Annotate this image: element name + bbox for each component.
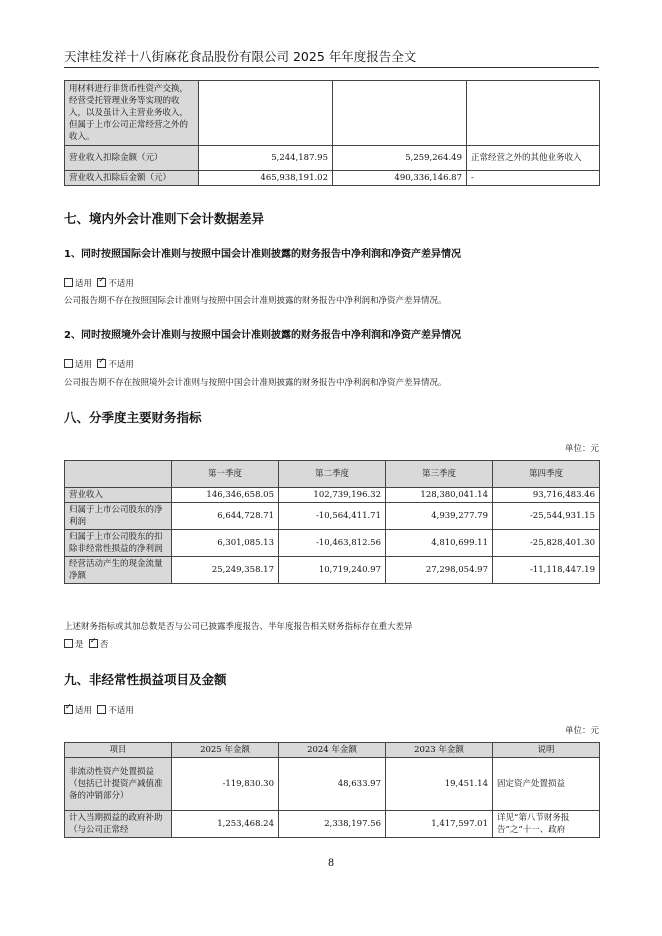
- quarterly-difference-note: 上述财务指标或其加总数是否与公司已披露季度报告、半年度报告相关财务指标存在重大差异: [64, 622, 413, 632]
- section-7-2-title: 2、同时按照境外会计准则与按照中国会计准则披露的财务报告中净利润和净资产差异情况: [64, 330, 461, 341]
- table-header-row: [65, 743, 600, 758]
- header-rule: [64, 67, 599, 68]
- cell-2024: 48,633.97: [279, 758, 386, 811]
- table-row: [65, 530, 600, 557]
- header-2024: 2024 年金额: [279, 743, 386, 758]
- checkbox-unchecked-icon: [64, 359, 73, 368]
- revenue-deduction-table: [64, 80, 600, 186]
- row-label: 营业收入: [65, 488, 172, 503]
- header-2023: 2023 年金额: [386, 743, 493, 758]
- quarterly-indicators-table: [64, 460, 600, 584]
- checkbox-checked-icon: [89, 639, 98, 648]
- cell-q2: -10,564,411.71: [279, 503, 386, 530]
- section-7-title: 七、境内外会计准则下会计数据差异: [64, 211, 265, 226]
- section-7-1-title: 1、同时按照国际会计准则与按照中国会计准则披露的财务报告中净利润和净资产差异情况: [64, 249, 461, 260]
- cell-q3: 4,810,699.11: [386, 530, 493, 557]
- cell-current: 465,938,191.02: [199, 171, 333, 186]
- cell-q1: 6,644,728.71: [172, 503, 279, 530]
- option-yes: 是: [75, 640, 84, 650]
- section-9-title: 九、非经常性损益项目及金额: [64, 672, 227, 687]
- cell-note: [467, 81, 600, 146]
- cell-previous: 5,259,264.49: [333, 146, 467, 171]
- row-label: 归属于上市公司股东的净利润: [65, 503, 172, 530]
- table-row: [65, 503, 600, 530]
- cell-q4: -25,544,931.15: [493, 503, 600, 530]
- table-row: [65, 81, 600, 146]
- header-q2: 第二季度: [279, 461, 386, 488]
- cell-current: [199, 81, 333, 146]
- cell-q2: 10,719,240.97: [279, 557, 386, 584]
- checkbox-checked-icon: [97, 278, 106, 287]
- applicability-options-7-1: [64, 277, 134, 289]
- checkbox-unchecked-icon: [97, 705, 106, 714]
- cell-q1: 146,346,658.05: [172, 488, 279, 503]
- row-label: 计入当期损益的政府补助（与公司正常经: [65, 811, 172, 838]
- section-7-2-text: 公司报告期不存在按照境外会计准则与按照中国会计准则披露的财务报告中净利润和净资产差异情况。: [64, 378, 447, 388]
- header-note: 说明: [493, 743, 600, 758]
- row-label: 经营活动产生的现金流量净额: [65, 557, 172, 584]
- cell-q4: -25,828,401.30: [493, 530, 600, 557]
- cell-note: -: [467, 171, 600, 186]
- row-label: 用材料进行非货币性资产交换，经营受托管理业务等实现的收入，以及虽计入主营业务收入，但属于上市公司正常经营之外的收入。: [65, 81, 199, 146]
- table-row: [65, 758, 600, 811]
- cell-q1: 25,249,358.17: [172, 557, 279, 584]
- option-no: 否: [99, 640, 109, 650]
- option-not-applicable: 不适用: [108, 706, 134, 716]
- non-recurring-items-table: [64, 742, 600, 838]
- applicability-options-7-2: [64, 358, 134, 370]
- cell-2025: -119,830.30: [172, 758, 279, 811]
- option-applicable: 适用: [75, 279, 93, 289]
- cell-q3: 4,939,277.79: [386, 503, 493, 530]
- header-q3: 第三季度: [386, 461, 493, 488]
- checkbox-unchecked-icon: [64, 278, 73, 287]
- option-not-applicable: 不适用: [108, 279, 134, 289]
- cell-current: 5,244,187.95: [199, 146, 333, 171]
- cell-2023: 19,451.14: [386, 758, 493, 811]
- table-header-row: [65, 461, 600, 488]
- cell-2024: 2,338,197.56: [279, 811, 386, 838]
- cell-q1: 6,301,085.13: [172, 530, 279, 557]
- cell-2023: 1,417,597.01: [386, 811, 493, 838]
- checkbox-unchecked-icon: [64, 639, 73, 648]
- table-row: [65, 171, 600, 186]
- header-q1: 第一季度: [172, 461, 279, 488]
- option-not-applicable: 不适用: [108, 360, 134, 370]
- row-label: 营业收入扣除后金额（元）: [65, 171, 199, 186]
- row-label: 归属于上市公司股东的扣除非经常性损益的净利润: [65, 530, 172, 557]
- header-2025: 2025 年金额: [172, 743, 279, 758]
- cell-previous: 490,336,146.87: [333, 171, 467, 186]
- cell-note: 正常经营之外的其他业务收入: [467, 146, 600, 171]
- header-item: 项目: [65, 743, 172, 758]
- table-row: [65, 557, 600, 584]
- cell-note: 详见“第八节财务报告”之“十一、政府: [493, 811, 600, 838]
- unit-label: 单位：元: [564, 726, 599, 736]
- difference-options: [64, 638, 108, 650]
- table-row: [65, 811, 600, 838]
- checkbox-checked-icon: [97, 359, 106, 368]
- cell-q4: -11,118,447.19: [493, 557, 600, 584]
- cell-q2: 102,739,196.32: [279, 488, 386, 503]
- page-header: 天津桂发祥十八街麻花食品股份有限公司 2025 年年度报告全文: [64, 49, 417, 64]
- cell-q4: 93,716,483.46: [493, 488, 600, 503]
- header-empty: [65, 461, 172, 488]
- cell-previous: [333, 81, 467, 146]
- section-7-1-text: 公司报告期不存在按照国际会计准则与按照中国会计准则披露的财务报告中净利润和净资产差异情况。: [64, 296, 447, 306]
- row-label: 营业收入扣除金额（元）: [65, 146, 199, 171]
- option-applicable: 适用: [75, 360, 93, 370]
- page-number: 8: [327, 858, 335, 869]
- cell-note: 固定资产处置损益: [493, 758, 600, 811]
- cell-2025: 1,253,468.24: [172, 811, 279, 838]
- option-applicable: 适用: [75, 706, 93, 716]
- row-label: 非流动性资产处置损益（包括已计提资产减值准备的冲销部分）: [65, 758, 172, 811]
- checkbox-checked-icon: [64, 705, 73, 714]
- header-q4: 第四季度: [493, 461, 600, 488]
- cell-q3: 128,380,041.14: [386, 488, 493, 503]
- table-row: [65, 488, 600, 503]
- applicability-options-9: [64, 704, 134, 716]
- cell-q2: -10,463,812.56: [279, 530, 386, 557]
- cell-q3: 27,298,054.97: [386, 557, 493, 584]
- table-row: [65, 146, 600, 171]
- unit-label: 单位：元: [564, 444, 599, 454]
- section-8-title: 八、分季度主要财务指标: [64, 410, 202, 425]
